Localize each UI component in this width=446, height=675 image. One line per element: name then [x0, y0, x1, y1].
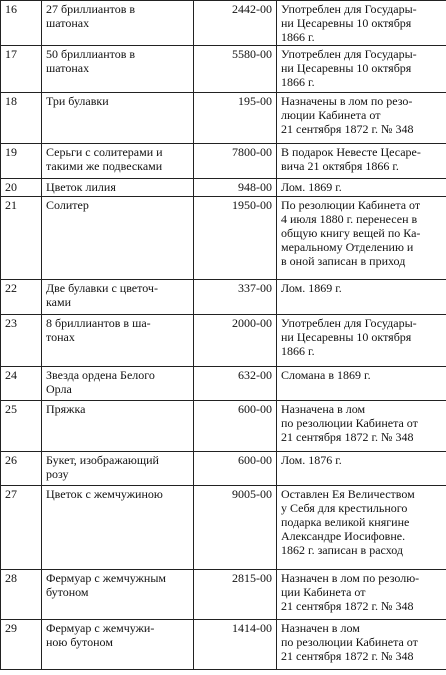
item-note: Назначены в лом по резо- люции Кабинета от 21 сентября 1872 г. № 348	[277, 93, 446, 144]
row-number: 28	[1, 570, 42, 620]
row-number: 17	[1, 46, 42, 93]
table-row	[1, 280, 446, 315]
table-row	[1, 452, 446, 486]
item-note: Употреблен для Государы- ни Цесаревны 10 октября 1866 г.	[277, 315, 446, 367]
row-number: 22	[1, 280, 42, 315]
item-note: Употреблен для Государы- ни Цесаревны 10 октября 1866 г.	[277, 46, 446, 93]
item-description: Пряжка	[42, 401, 194, 452]
row-number: 25	[1, 401, 42, 452]
table-row	[1, 315, 446, 367]
item-description: Звезда ордена Белого Орла	[42, 367, 194, 401]
item-price: 2000-00	[194, 315, 277, 367]
row-number: 16	[1, 1, 42, 46]
item-price: 9005-00	[194, 486, 277, 570]
item-price: 195-00	[194, 93, 277, 144]
item-description: Серьги с солитерами и такими же подвесками	[42, 144, 194, 179]
table-row	[1, 93, 446, 144]
item-note: Употреблен для Государы- ни Цесаревны 10 октября 1866 г.	[277, 1, 446, 46]
item-price: 948-00	[194, 179, 277, 197]
inventory-table-body	[1, 1, 446, 670]
item-price: 600-00	[194, 452, 277, 486]
item-note: В подарок Невесте Цесаре- вича 21 октября 1866 г.	[277, 144, 446, 179]
row-number: 23	[1, 315, 42, 367]
item-note: Сломана в 1869 г.	[277, 367, 446, 401]
item-description: Цветок лилия	[42, 179, 194, 197]
row-number: 21	[1, 197, 42, 280]
table-row	[1, 486, 446, 570]
row-number: 27	[1, 486, 42, 570]
item-description: 8 бриллиантов в ша- тонах	[42, 315, 194, 367]
item-note: Лом. 1869 г.	[277, 280, 446, 315]
item-description: Три булавки	[42, 93, 194, 144]
table-row	[1, 570, 446, 620]
item-note: Оставлен Ея Величеством у Себя для крестильного подарка великой княгине Александре Иосифовне. 1862 г. записан в расход	[277, 486, 446, 570]
item-description: 50 бриллиантов в шатонах	[42, 46, 194, 93]
item-note: Лом. 1876 г.	[277, 452, 446, 486]
item-price: 7800-00	[194, 144, 277, 179]
table-row	[1, 367, 446, 401]
item-description: 27 бриллиантов в шатонах	[42, 1, 194, 46]
item-note: Назначен в лом по резолюции Кабинета от 21 сентября 1872 г. № 348	[277, 620, 446, 670]
row-number: 18	[1, 93, 42, 144]
item-note: Лом. 1869 г.	[277, 179, 446, 197]
item-price: 2442-00	[194, 1, 277, 46]
item-note: Назначена в лом по резолюции Кабинета от 21 сентября 1872 г. № 348	[277, 401, 446, 452]
row-number: 20	[1, 179, 42, 197]
item-description: Цветок с жемчужиною	[42, 486, 194, 570]
table-row	[1, 197, 446, 280]
table-row	[1, 179, 446, 197]
item-description: Фермуар с жемчужи- ною бутоном	[42, 620, 194, 670]
table-row	[1, 1, 446, 46]
item-price: 337-00	[194, 280, 277, 315]
item-description: Букет, изображающий розу	[42, 452, 194, 486]
item-price: 1414-00	[194, 620, 277, 670]
item-description: Две булавки с цветоч- ками	[42, 280, 194, 315]
item-price: 600-00	[194, 401, 277, 452]
item-price: 632-00	[194, 367, 277, 401]
table-row	[1, 144, 446, 179]
table-row	[1, 401, 446, 452]
item-price: 2815-00	[194, 570, 277, 620]
row-number: 24	[1, 367, 42, 401]
item-note: По резолюции Кабинета от 4 июля 1880 г. перенесен в общую книгу вещей по Ка- меральному Отделению и в оной записан в приход	[277, 197, 446, 280]
row-number: 26	[1, 452, 42, 486]
row-number: 19	[1, 144, 42, 179]
row-number: 29	[1, 620, 42, 670]
item-price: 5580-00	[194, 46, 277, 93]
item-description: Солитер	[42, 197, 194, 280]
item-description: Фермуар с жемчужным бутоном	[42, 570, 194, 620]
item-price: 1950-00	[194, 197, 277, 280]
table-row	[1, 46, 446, 93]
item-note: Назначен в лом по резолю- ции Кабинета от 21 сентября 1872 г. № 348	[277, 570, 446, 620]
table-row	[1, 620, 446, 670]
